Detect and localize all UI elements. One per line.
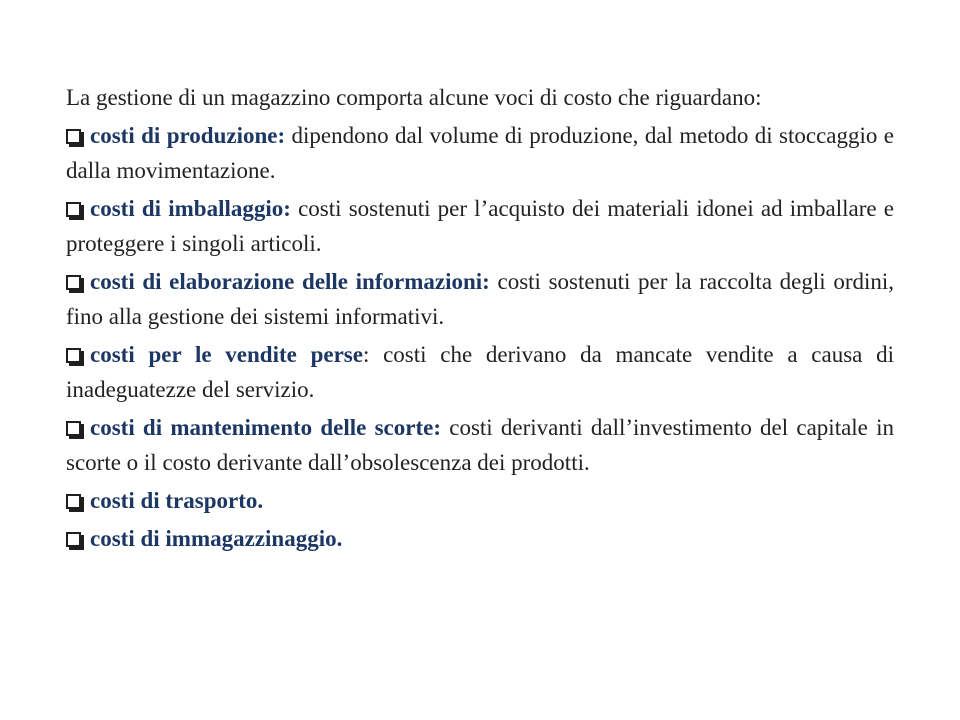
item-description: dipendono dal volume di produzione, dal metodo di stoccaggio e dalla movimentazione. — [66, 123, 894, 183]
intro-text: La gestione di un magazzino comporta alcune voci di costo che riguardano: — [66, 85, 762, 110]
checkbox-square-icon — [66, 532, 81, 547]
item-term: costi di elaborazione delle informazioni: — [90, 269, 490, 294]
checkbox-square-icon — [66, 129, 81, 144]
list-item-costi-vendite-perse — [66, 337, 894, 407]
list-item-costi-elaborazione — [66, 264, 894, 334]
checkbox-square-icon — [66, 494, 81, 509]
list-item-costi-trasporto — [66, 483, 894, 518]
item-term: costi per le vendite perse — [90, 342, 363, 367]
list-item-costi-produzione — [66, 118, 894, 188]
item-term: costi di imballaggio: — [90, 196, 291, 221]
item-term: costi di mantenimento delle scorte: — [90, 415, 441, 440]
item-term: costi di trasporto. — [90, 488, 264, 513]
checkbox-square-icon — [66, 275, 81, 290]
checkbox-square-icon — [66, 348, 81, 363]
item-description: costi derivanti dall’investimento del capitale in scorte o il costo derivante dall’obsolescenza dei prodotti. — [66, 415, 895, 475]
item-term: costi di produzione: — [90, 123, 286, 148]
item-description: costi sostenuti per l’acquisto dei materiali idonei ad imballare e proteggere i singoli articoli. — [66, 196, 894, 256]
item-term: costi di immagazzinaggio. — [90, 526, 343, 551]
list-item-costi-mantenimento — [66, 410, 894, 480]
list-item-costi-immagazzinaggio — [66, 521, 894, 556]
text-block — [66, 80, 894, 559]
item-description: : costi che derivano da mancate vendite a causa di inadeguatezze del servizio. — [66, 342, 894, 402]
checkbox-square-icon — [66, 421, 81, 436]
list-item-costi-imballaggio — [66, 191, 894, 261]
checkbox-square-icon — [66, 202, 81, 217]
item-description: costi sostenuti per la raccolta degli ordini, fino alla gestione dei sistemi informativi. — [66, 269, 895, 329]
